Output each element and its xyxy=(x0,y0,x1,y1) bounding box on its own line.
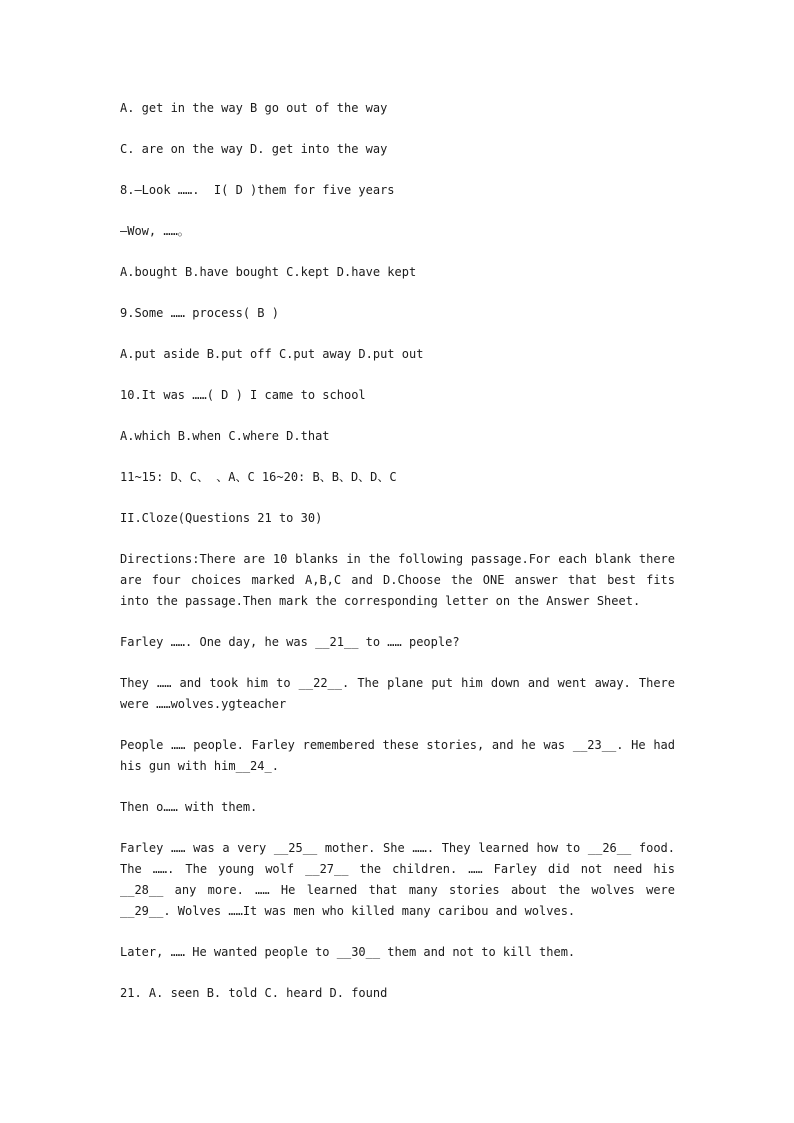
question-9-options: A.put aside B.put off C.put away D.put out xyxy=(120,347,424,361)
question-9: 9.Some …… process( B ) xyxy=(120,306,279,320)
document-page xyxy=(120,98,683,1024)
question-8-options: A.bought B.have bought C.kept D.have kept xyxy=(120,265,417,279)
question-10-options: A.which B.when C.where D.that xyxy=(120,429,330,443)
cloze-directions: Directions:There are 10 blanks in the following passage.For each blank there are four choices marked A,B,C and D.Choose the ONE answer that best fits into the passage.Then mark the corresponding letter on the Answer Sheet. xyxy=(120,552,683,608)
question-8: 8.—Look ……. I( D )them for five years xyxy=(120,183,395,197)
option-line-7cd: C. are on the way D. get into the way xyxy=(120,142,388,156)
cloze-paragraph-6: Later, …… He wanted people to __30__ them and not to kill them. xyxy=(120,945,576,959)
cloze-paragraph-5: Farley …… was a very __25__ mother. She ……. They learned how to __26__ food. The ……. The young wolf __27__ the children. …… Farley did not need his __28__ any more. …… He learned that many stories about the wolves were __29__. Wolves ……It was men who killed many caribou and wolves. xyxy=(120,841,683,918)
question-8-reply: —Wow, ……。 xyxy=(120,224,190,238)
cloze-paragraph-1: Farley ……. One day, he was __21__ to …… people? xyxy=(120,635,460,649)
question-21-options: 21. A. seen B. told C. heard D. found xyxy=(120,986,388,1000)
cloze-paragraph-4: Then o…… with them. xyxy=(120,800,258,814)
cloze-paragraph-2: They …… and took him to __22__. The plane put him down and went away. There were ……wolves.ygteacher xyxy=(120,676,683,711)
answer-key-11-20: 11~15: D、C、 、A、C 16~20: B、B、D、D、C xyxy=(120,470,397,484)
cloze-paragraph-3: People …… people. Farley remembered these stories, and he was __23__. He had his gun with him__24_. xyxy=(120,738,683,773)
option-line-7ab: A. get in the way B go out of the way xyxy=(120,101,388,115)
question-10: 10.It was ……( D ) I came to school xyxy=(120,388,366,402)
section-heading-cloze: II.Cloze(Questions 21 to 30) xyxy=(120,511,323,525)
